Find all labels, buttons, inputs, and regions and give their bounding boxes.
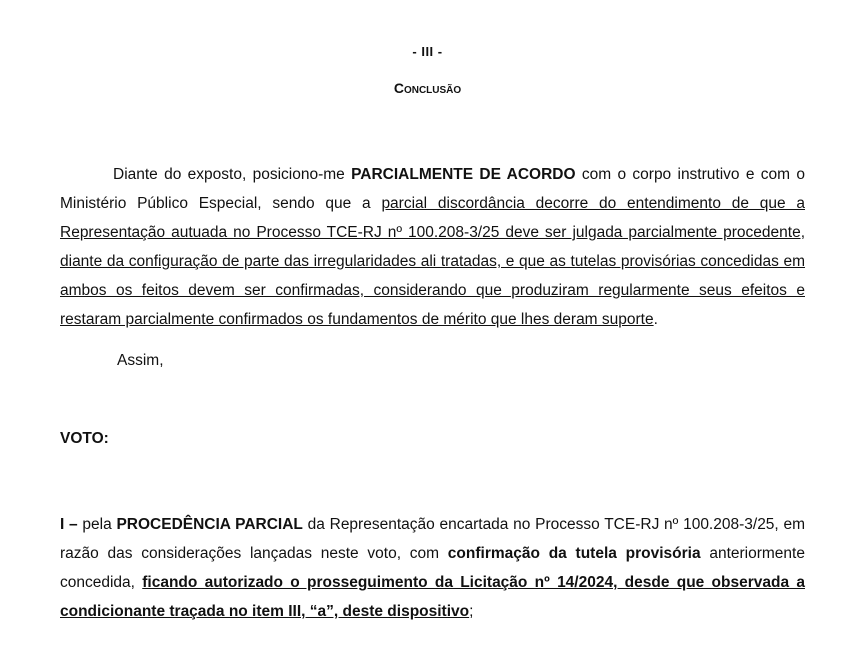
section-number: - III - bbox=[412, 44, 443, 59]
conclusion-text-1: Diante do exposto, posiciono-me bbox=[113, 166, 352, 183]
vote-item-1 bbox=[60, 510, 805, 626]
vote-item-text-1: pela bbox=[77, 516, 117, 533]
conclusion-end: . bbox=[653, 311, 658, 328]
voto-heading: VOTO: bbox=[60, 430, 109, 447]
vote-item-bold-underlined: ficando autorizado o prosseguimento da Licitação nº 14/2024, desde que observada a condicionante traçada no item III, “a”, deste dispositivo bbox=[60, 574, 805, 620]
vote-item-bold-tutela: confirmação da tutela provisória bbox=[447, 545, 701, 562]
vote-item-numeral: I – bbox=[60, 516, 78, 533]
conclusion-bold-agreement: PARCIALMENTE DE ACORDO bbox=[351, 166, 576, 183]
vote-item-bold-procedencia: PROCEDÊNCIA PARCIAL bbox=[116, 516, 303, 533]
assim-paragraph: Assim, bbox=[117, 352, 164, 369]
vote-item-end: ; bbox=[469, 603, 474, 620]
conclusion-underlined-text: parcial discordância decorre do entendimento de que a Representação autuada no Processo TCE-RJ nº 100.208-3/25 deve ser julgada parcialmente procedente, diante da configuração de parte das irregularidades ali tratadas, e que as tutelas provisórias concedidas em ambos os feitos devem ser confirmadas, considerando que produziram regularmente seus efeitos e restaram parcialmente confirmados os fundamentos de mérito que lhes deram suporte bbox=[60, 195, 806, 328]
vote-item-text-3: anteriormente concedida, bbox=[60, 545, 805, 591]
vote-item-text-2: da Representação encartada no Processo TCE-RJ nº 100.208-3/25, em razão das considerações lançadas neste voto, com bbox=[60, 516, 806, 562]
conclusion-paragraph bbox=[60, 160, 805, 334]
conclusion-text-2: com o corpo instrutivo e com o Ministério Público Especial, sendo que a bbox=[60, 166, 805, 212]
section-title: Conclusão bbox=[393, 80, 462, 96]
